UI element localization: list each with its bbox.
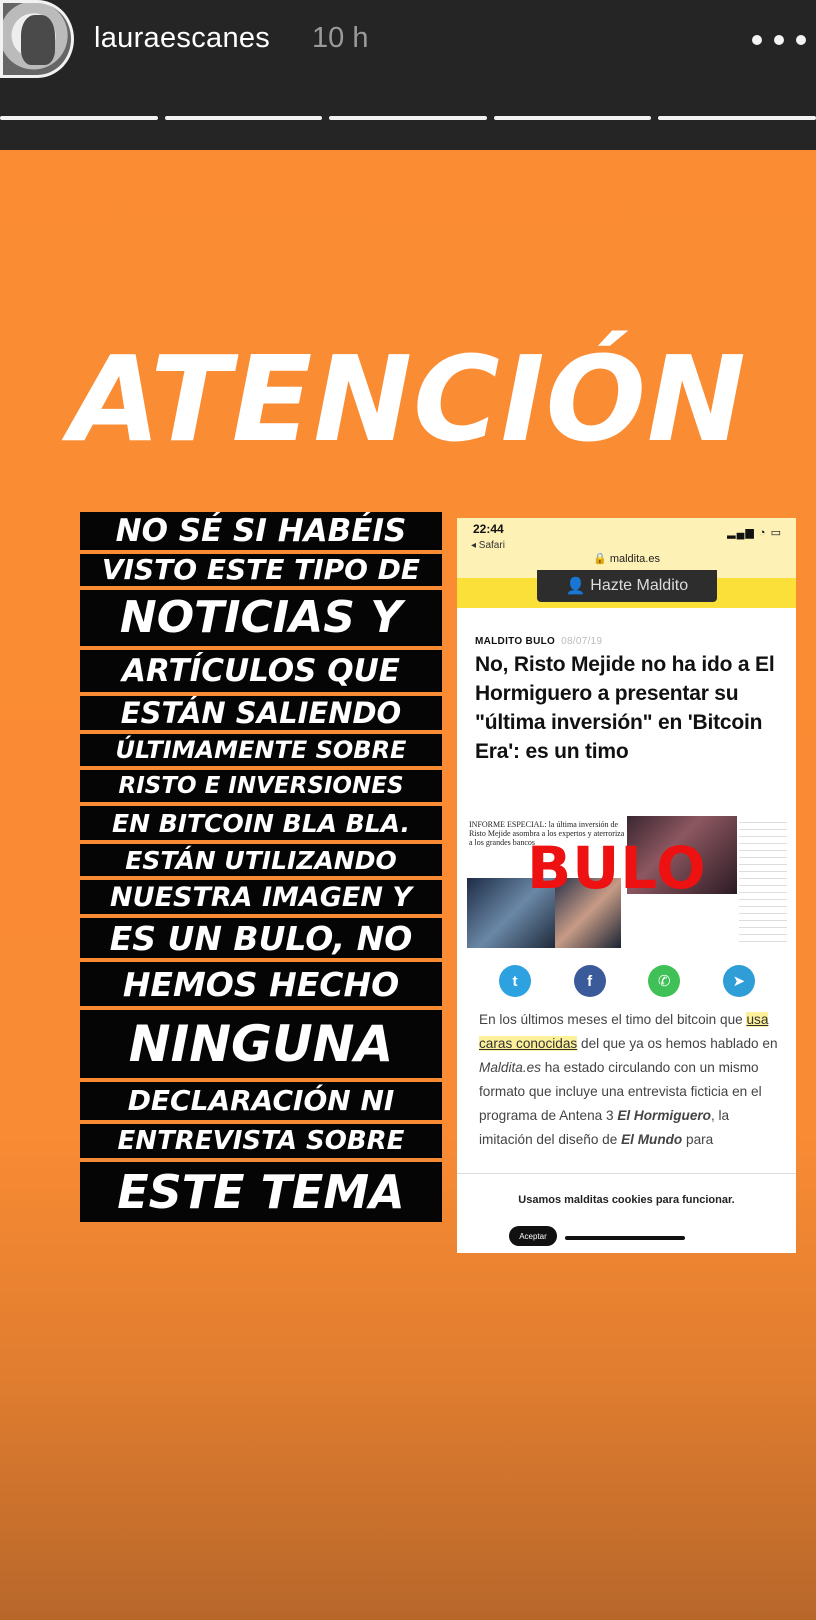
cookie-text: Usamos malditas cookies para funcionar.: [518, 1194, 735, 1206]
url-text: maldita.es: [609, 553, 660, 565]
kicker-label: MALDITO BULO: [475, 636, 556, 647]
site-banner: [457, 578, 796, 608]
progress-segment: [658, 116, 816, 120]
fake-news-text: INFORME ESPECIAL: la última inversión de Risto Mejide asombra a los expertos y aterroriza a los grandes bancos: [469, 820, 625, 848]
share-buttons: [499, 965, 755, 999]
caption-line: NUESTRA IMAGEN Y: [80, 880, 442, 914]
twitter-icon: t: [499, 965, 531, 997]
article-headline: No, Risto Mejide no ha ido a El Hormiguero a presentar su "última inversión" en 'Bitcoin Era': es un timo: [475, 653, 775, 763]
body-text: para: [682, 1131, 714, 1147]
more-options-icon[interactable]: [752, 30, 806, 50]
body-paper: El Mundo: [621, 1131, 683, 1147]
progress-segment: [0, 116, 158, 120]
caption-line: NINGUNA: [80, 1010, 442, 1078]
hazte-maldito-label: Hazte Maldito: [590, 577, 689, 594]
story-header: [0, 0, 816, 150]
caption-line: DECLARACIÓN NI: [80, 1082, 442, 1120]
caption-line: ARTÍCULOS QUE: [80, 650, 442, 692]
article-card: [467, 636, 787, 767]
caption-line: HEMOS HECHO: [80, 962, 442, 1006]
url-bar: 🔒 maldita.es: [593, 553, 660, 565]
article-body: [479, 1008, 779, 1152]
story-title: ATENCIÓN: [69, 330, 747, 468]
body-text: , la imitación del diseño de: [479, 1107, 730, 1147]
progress-segment: [329, 116, 487, 120]
accept-cookies-button: Aceptar: [509, 1226, 557, 1246]
body-site: Maldita.es: [479, 1059, 541, 1075]
caption-line: ES UN BULO, NO: [80, 918, 442, 958]
body-text: ha estado circulando con un mismo formato que incluye una entrevista ficticia en el programa de Antena 3: [479, 1059, 762, 1123]
caption-line: EN BITCOIN BLA BLA.: [80, 806, 442, 840]
caption-stack: [80, 512, 442, 1226]
progress-segment: [494, 116, 652, 120]
caption-line: RISTO E INVERSIONES: [80, 770, 442, 802]
body-text: En los últimos meses el timo del bitcoin que: [479, 1012, 747, 1027]
body-link: usa caras conocidas: [479, 1012, 769, 1051]
sidebar-thumbnails: [739, 816, 787, 946]
article-screenshot: [457, 518, 796, 1253]
telegram-icon: ➤: [723, 965, 755, 997]
user-add-icon: 👤: [565, 578, 591, 595]
caption-line: ESTÁN UTILIZANDO: [80, 844, 442, 876]
story-progress-bar: [0, 116, 816, 122]
caption-line: ÚLTIMAMENTE SOBRE: [80, 734, 442, 766]
body-show: El Hormiguero: [617, 1107, 711, 1123]
caption-line: ENTREVISTA SOBRE: [80, 1124, 442, 1158]
bulo-stamp: BULO: [527, 834, 707, 902]
avatar[interactable]: [0, 0, 74, 78]
caption-line: ESTÁN SALIENDO: [80, 696, 442, 730]
hazte-maldito-button: [537, 570, 717, 602]
caption-line: NOTICIAS Y: [80, 590, 442, 646]
progress-segment: [165, 116, 323, 120]
fake-news-image: [467, 816, 787, 951]
status-time: 22:44: [473, 522, 504, 536]
signal-wifi-battery-icon: ▂▄▆ ◔ ▭: [727, 527, 782, 539]
back-to-safari: ◂ Safari: [471, 540, 505, 551]
home-indicator: [565, 1236, 685, 1240]
whatsapp-icon: ✆: [648, 965, 680, 997]
facebook-icon: f: [574, 965, 606, 997]
article-date: 08/07/19: [561, 636, 603, 647]
caption-line: ESTE TEMA: [80, 1162, 442, 1222]
article-kicker: [467, 636, 787, 647]
post-time: 10 h: [312, 22, 369, 54]
caption-line: VISTO ESTE TIPO DE: [80, 554, 442, 586]
caption-line: NO SÉ SI HABÉIS: [80, 512, 442, 550]
body-text: del que ya os hemos hablado en: [577, 1035, 778, 1051]
cookie-banner: [457, 1173, 796, 1253]
username[interactable]: lauraescanes: [94, 22, 271, 54]
